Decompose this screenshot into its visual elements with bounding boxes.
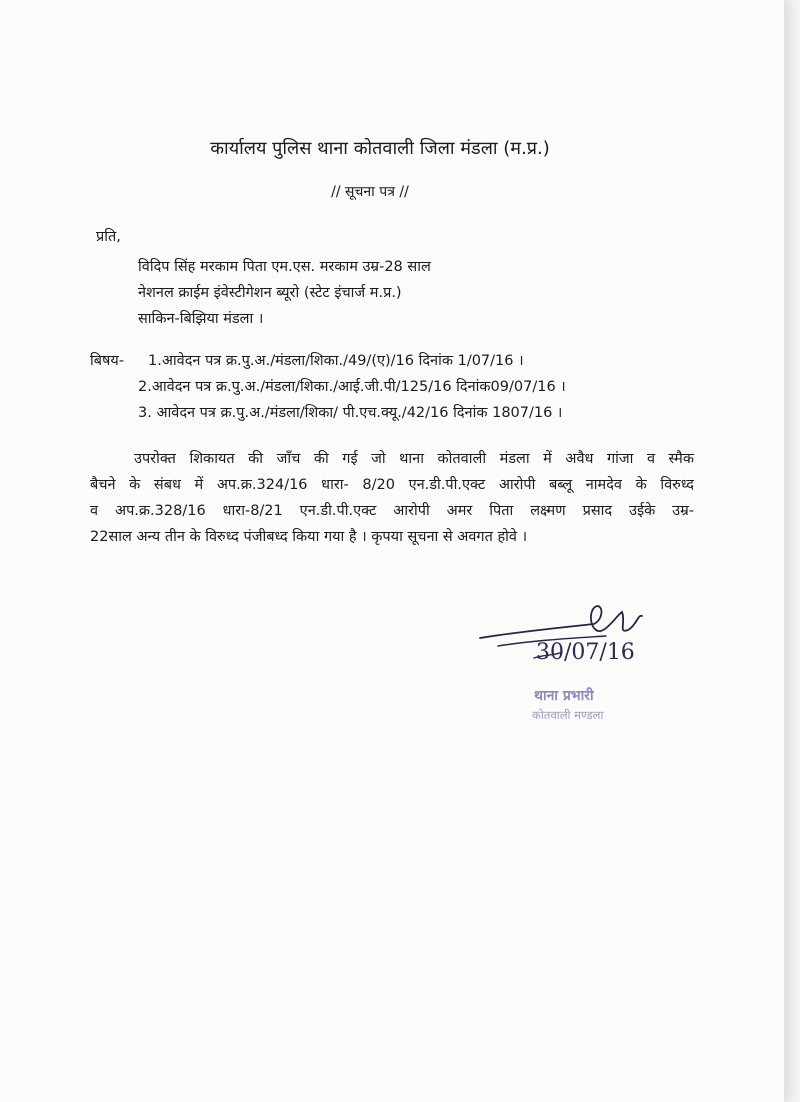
subject-item: 1.आवेदन पत्र क्र.पु.अ./मंडला/शिका./49/(ए)/16 दिनांक 1/07/16 । xyxy=(148,353,524,369)
recipient-address-line: साकिन-बिझिया मंडला । xyxy=(138,311,264,327)
officer-stamp-title: थाना प्रभारी xyxy=(534,688,594,704)
body-text-line: व अप.क्र.328/16 धारा-8/21 एन.डी.पी.एक्ट आरोपी अमर पिता लक्ष्मण प्रसाद उईके उम्र- xyxy=(90,503,694,519)
recipient-salutation: प्रति, xyxy=(96,229,121,245)
subject-item: 2.आवेदन पत्र क्र.पु.अ./मंडला/शिका./आई.जी.पी/125/16 दिनांक09/07/16 । xyxy=(138,379,566,395)
body-text-line: 22साल अन्य तीन के विरुध्द पंजीबध्द किया गया है । कृपया सूचना से अवगत होवे । xyxy=(90,529,528,545)
body-text-line: बैचने के संबध में अप.क्र.324/16 धारा- 8/20 एन.डी.पी.एक्ट आरोपी बब्लू नामदेव के विरुध्द xyxy=(90,477,694,493)
recipient-name-line: विदिप सिंह मरकाम पिता एम.एस. मरकाम उम्र-28 साल xyxy=(138,259,431,275)
subject-label: बिषय- xyxy=(90,353,125,369)
notice-subtitle: // सूचना पत्र // xyxy=(331,184,409,200)
office-heading: कार्यालय पुलिस थाना कोतवाली जिला मंडला (म.प्र.) xyxy=(210,138,550,159)
subject-item: 3. आवेदन पत्र क्र.पु.अ./मंडला/शिका/ पी.एच.क्यू./42/16 दिनांक 1807/16 । xyxy=(138,405,563,421)
body-text-line: उपरोक्त शिकायत की जाँच की गई जो थाना कोतवाली मंडला में अवैध गांजा व स्मैक xyxy=(134,451,694,467)
recipient-org-line: नेशनल क्राईम इंवेस्टीगेशन ब्यूरो (स्टेट इंचार्ज म.प्र.) xyxy=(138,285,402,301)
officer-stamp-station: कोतवाली मण्डला xyxy=(532,708,604,722)
signature-date: 30/07/16 xyxy=(536,640,635,665)
